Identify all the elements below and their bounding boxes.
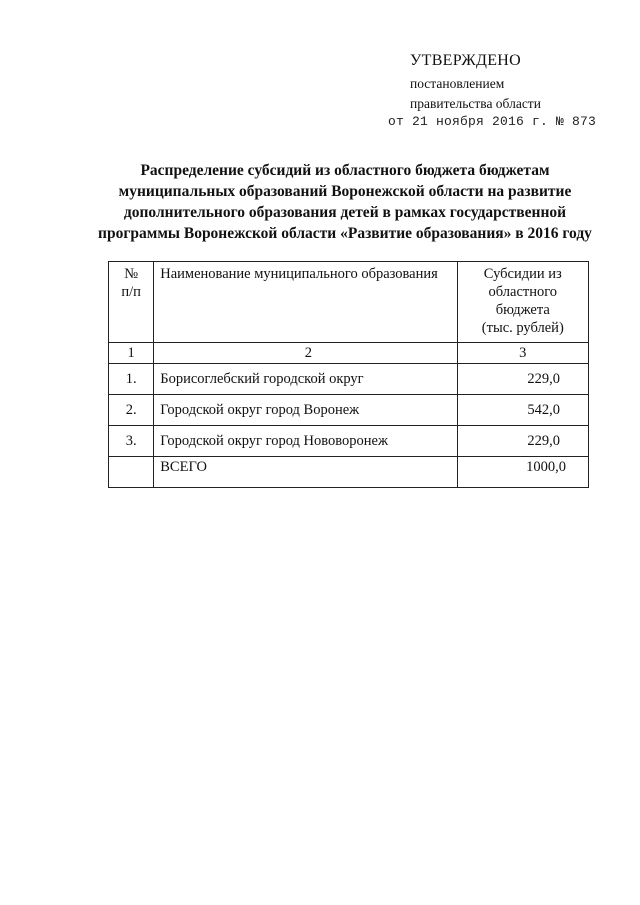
total-number-cell bbox=[109, 457, 154, 488]
header-amount-line-3: бюджета bbox=[495, 302, 550, 318]
header-number-symbol: № bbox=[124, 266, 139, 282]
total-amount: 1000,0 bbox=[457, 457, 588, 488]
total-label: ВСЕГО bbox=[154, 457, 457, 488]
row-amount: 229,0 bbox=[457, 364, 588, 395]
row-name: Борисоглебский городской округ bbox=[154, 364, 457, 395]
table-row bbox=[109, 426, 589, 457]
total-row bbox=[109, 457, 589, 488]
title-line-3: дополнительного образования детей в рамках государственной bbox=[123, 204, 567, 221]
column-number-1: 1 bbox=[109, 343, 154, 364]
column-number-3: 3 bbox=[457, 343, 588, 364]
header-amount-cell bbox=[457, 262, 588, 343]
row-number: 3. bbox=[109, 426, 154, 457]
row-name: Городской округ город Нововоронеж bbox=[154, 426, 457, 457]
header-number-cell bbox=[109, 262, 154, 343]
column-number-2: 2 bbox=[154, 343, 457, 364]
title-line-1: Распределение субсидий из областного бюджета бюджетам bbox=[140, 162, 550, 179]
header-number-label: п/п bbox=[121, 284, 141, 300]
subsidy-table bbox=[108, 261, 589, 488]
approval-stamp: от 21 ноября 2016 г. № 873 bbox=[388, 114, 597, 129]
header-amount-line-2: областного bbox=[488, 284, 558, 300]
row-amount: 542,0 bbox=[457, 395, 588, 426]
row-name: Городской округ город Воронеж bbox=[154, 395, 457, 426]
title-line-2: муниципальных образований Воронежской области на развитие bbox=[118, 183, 572, 200]
title-line-4: программы Воронежской области «Развитие образования» в 2016 году bbox=[98, 225, 592, 242]
row-number: 1. bbox=[109, 364, 154, 395]
row-amount: 229,0 bbox=[457, 426, 588, 457]
table-header-row bbox=[109, 262, 589, 343]
approval-line-2: правительства области bbox=[410, 96, 541, 111]
table-row bbox=[109, 395, 589, 426]
column-numbering-row bbox=[109, 343, 589, 364]
document-title bbox=[60, 160, 630, 244]
approval-heading: УТВЕРЖДЕНО bbox=[410, 52, 522, 69]
header-amount-line-4: (тыс. рублей) bbox=[481, 320, 564, 336]
header-amount-line-1: Субсидии из bbox=[483, 266, 562, 282]
table-row bbox=[109, 364, 589, 395]
approval-line-1: постановлением bbox=[410, 76, 505, 91]
approval-block bbox=[388, 52, 610, 129]
header-name-cell: Наименование муниципального образования bbox=[154, 262, 457, 343]
row-number: 2. bbox=[109, 395, 154, 426]
